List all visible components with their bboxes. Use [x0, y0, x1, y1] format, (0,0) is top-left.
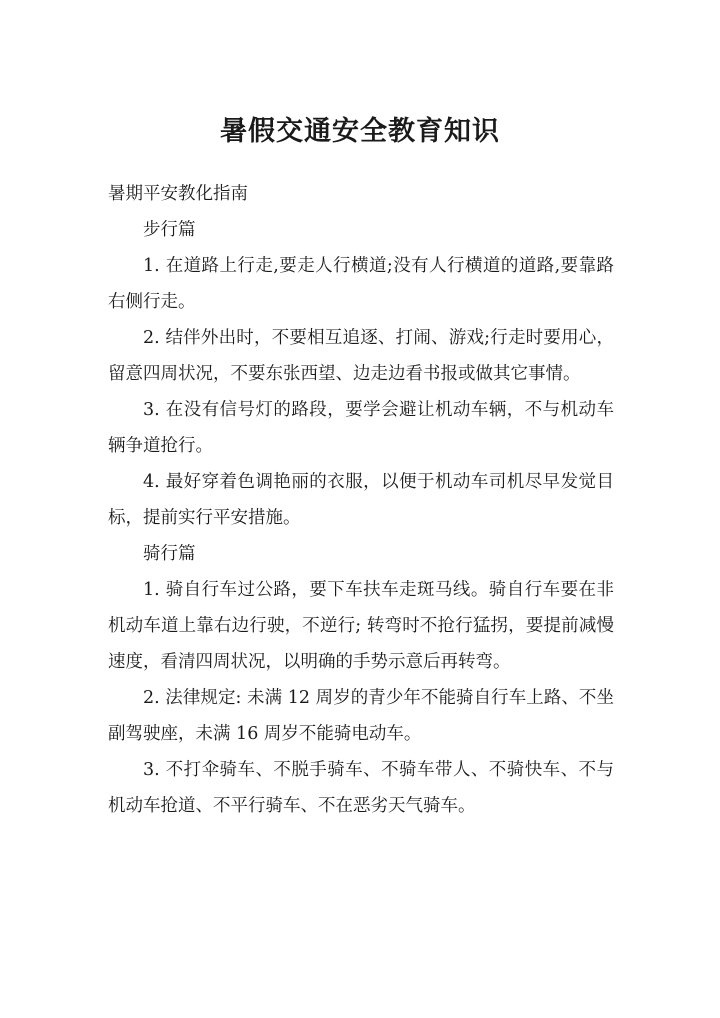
document-body: [108, 176, 614, 824]
section-heading-walking: 步行篇: [143, 220, 196, 240]
document-title: 暑假交通安全教育知识: [220, 116, 500, 147]
walking-item-1: 1. 在道路上行走,要走人行横道;没有人行横道的道路,要靠路右侧行走。: [108, 256, 614, 312]
cycling-item-3: 3. 不打伞骑车、不脱手骑车、不骑车带人、不骑快车、不与机动车抢道、不平行骑车、不在恶劣天气骑车。: [108, 760, 614, 816]
section-heading-cycling: 骑行篇: [143, 544, 196, 564]
walking-item-4: 4. 最好穿着色调艳丽的衣服，以便于机动车司机尽早发觉目标，提前实行平安措施。: [108, 472, 614, 528]
document-subtitle: 暑期平安教化指南: [108, 184, 248, 204]
cycling-item-2: 2. 法律规定: 未满 12 周岁的青少年不能骑自行车上路、不坐副驾驶座，未满 16 周岁不能骑电动车。: [108, 688, 614, 744]
walking-item-2: 2. 结伴外出时，不要相互追逐、打闹、游戏;行走时要用心，留意四周状况，不要东张西望、边走边看书报或做其它事情。: [108, 328, 614, 384]
cycling-item-1: 1. 骑自行车过公路，要下车扶车走斑马线。骑自行车要在非机动车道上靠右边行驶，不逆行; 转弯时不抢行猛拐，要提前减慢速度，看清四周状况，以明确的手势示意后再转弯。: [108, 580, 614, 672]
walking-item-3: 3. 在没有信号灯的路段，要学会避让机动车辆，不与机动车辆争道抢行。: [108, 400, 614, 456]
